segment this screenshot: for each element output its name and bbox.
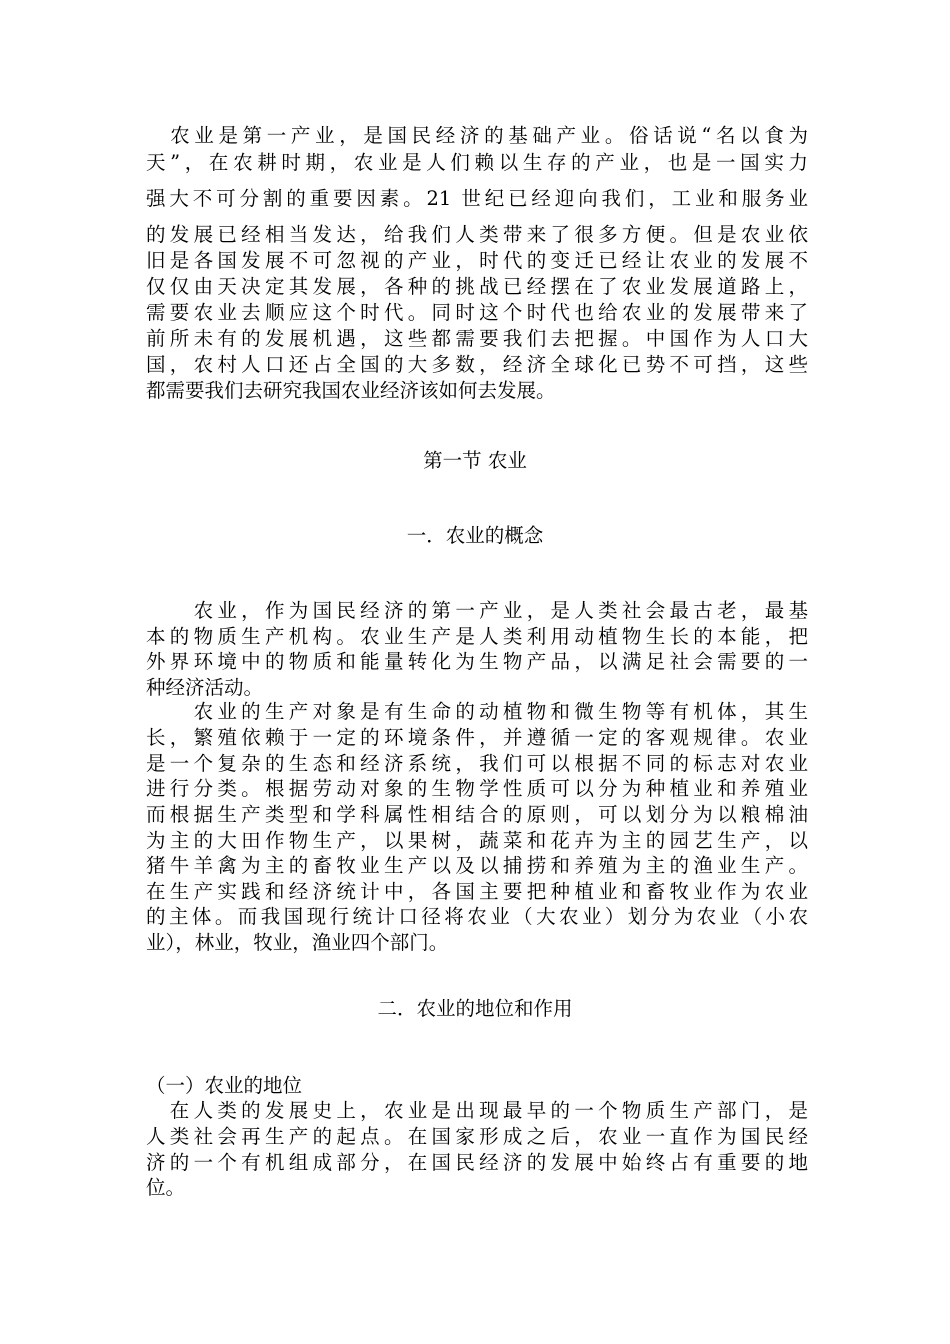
intro-line: 的发展已经相当发达，给我们人类带来了很多方便。但是农业依 — [146, 223, 808, 246]
intro-line: 都需要我们去研究我国农业经济该如何去发展。 — [146, 379, 556, 402]
status-line: 位。 — [146, 1176, 186, 1199]
intro-line: 天”，在农耕时期，农业是人们赖以生存的产业，也是一国实力 — [146, 151, 808, 174]
concept-line: 业），林业，牧业，渔业四个部门。 — [146, 931, 449, 954]
concept-line: 长，繁殖依赖于一定的环境条件，并遵循一定的客观规律。农业 — [146, 726, 808, 749]
section-title: 第一节 农业 — [423, 449, 527, 472]
concept-line: 农业，作为国民经济的第一产业，是人类社会最古老，最基 — [146, 599, 808, 622]
concept-heading: 一．农业的概念 — [406, 524, 544, 547]
concept-line: 种经济活动。 — [146, 676, 264, 699]
status-line: 济的一个有机组成部分，在国民经济的发展中始终占有重要的地 — [146, 1151, 808, 1174]
intro-line: 前所未有的发展机遇，这些都需要我们去把握。中国作为人口大 — [146, 327, 808, 350]
intro-line: 仅仅由天决定其发展，各种的挑战已经摆在了农业发展道路上， — [146, 275, 808, 298]
concept-line: 在生产实践和经济统计中，各国主要把种植业和畜牧业作为农业 — [146, 880, 808, 903]
concept-line: 猪牛羊禽为主的畜牧业生产以及以捕捞和养殖为主的渔业生产。 — [146, 854, 808, 877]
status-subheading: （一）农业的地位 — [146, 1074, 303, 1097]
concept-line: 是一个复杂的生态和经济系统，我们可以根据不同的标志对农业 — [146, 752, 808, 775]
concept-line: 外界环境中的物质和能量转化为生物产品，以满足社会需要的一 — [146, 650, 808, 673]
concept-line: 进行分类。根据劳动对象的生物学性质可以分为种植业和养殖业 — [146, 777, 808, 800]
intro-line: 强大不可分割的重要因素。21 世纪已经迎向我们，工业和服务业 — [146, 187, 808, 210]
concept-line: 的主体。而我国现行统计口径将农业（大农业）划分为农业（小农 — [146, 905, 808, 928]
concept-line: 本的物质生产机构。农业生产是人类利用动植物生长的本能，把 — [146, 625, 808, 648]
concept-line: 为主的大田作物生产，以果树，蔬菜和花卉为主的园艺生产，以 — [146, 829, 808, 852]
intro-line: 旧是各国发展不可忽视的产业，时代的变迁已经让农业的发展不 — [146, 249, 808, 272]
intro-line: 农业是第一产业，是国民经济的基础产业。俗话说“名以食为 — [146, 124, 808, 147]
concept-line: 而根据生产类型和学科属性相结合的原则，可以划分为以粮棉油 — [146, 803, 808, 826]
intro-line: 国，农村人口还占全国的大多数，经济全球化已势不可挡，这些 — [146, 353, 808, 376]
status-line: 在人类的发展史上，农业是出现最早的一个物质生产部门，是 — [146, 1099, 808, 1122]
concept-line: 农业的生产对象是有生命的动植物和微生物等有机体，其生 — [146, 700, 808, 723]
status-line: 人类社会再生产的起点。在国家形成之后，农业一直作为国民经 — [146, 1125, 808, 1148]
intro-line: 需要农业去顺应这个时代。同时这个时代也给农业的发展带来了 — [146, 301, 808, 324]
status-heading: 二．农业的地位和作用 — [377, 997, 573, 1020]
